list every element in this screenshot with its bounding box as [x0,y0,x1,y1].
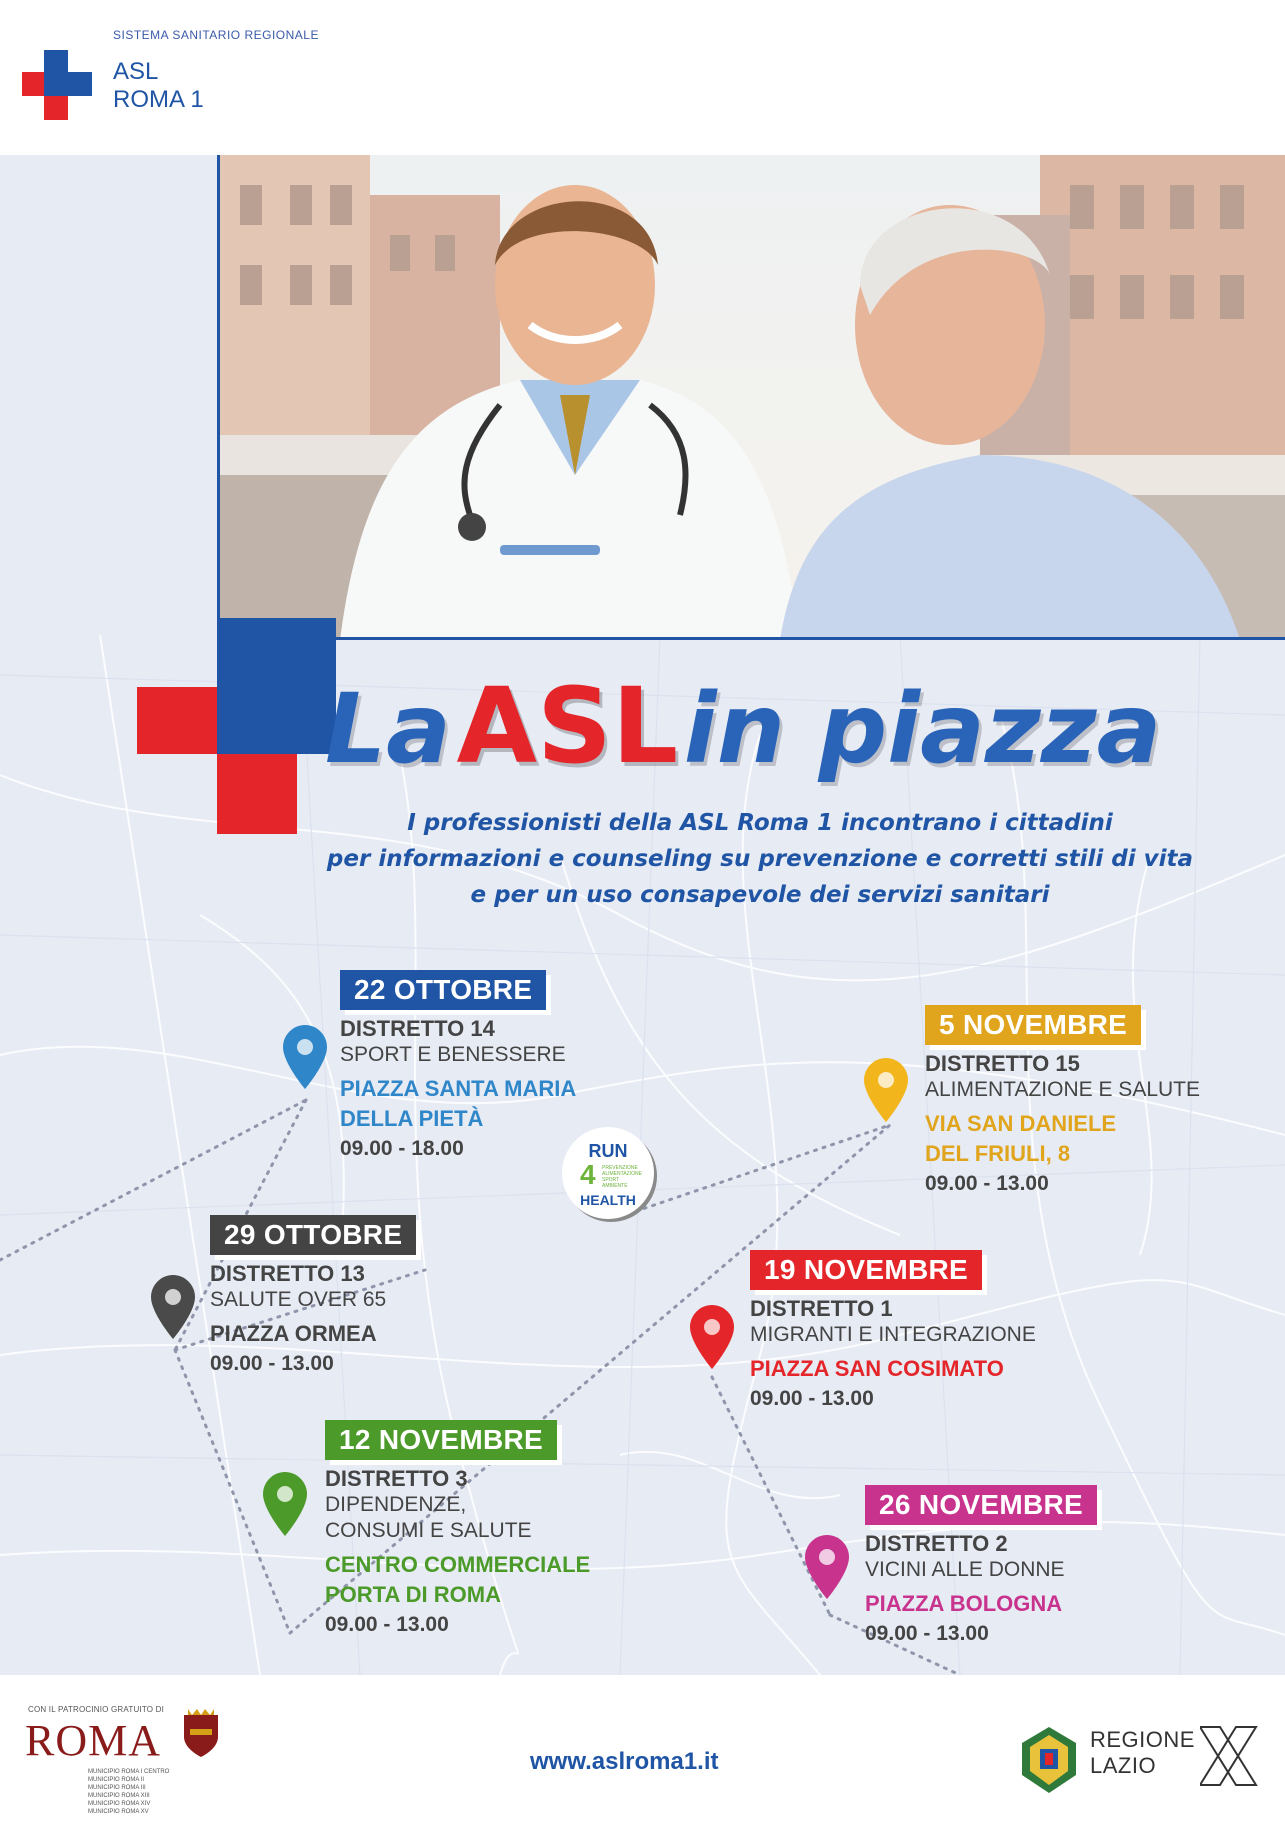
event-district: DISTRETTO 13 [210,1261,365,1286]
map-pin-icon [263,1472,307,1536]
run-number: 4 [580,1159,596,1190]
map-pin-icon [151,1275,195,1339]
municipio-item: MUNICIPIO ROMA II [88,1777,145,1783]
roma-logo-text: ROMA [25,1716,162,1765]
asl-name [113,58,204,114]
event-date: 22 OTTOBRE [340,970,546,1010]
event-time: 09.00 - 13.00 [865,1622,989,1645]
event-29-ottobre [210,1215,416,1379]
event-place-line2: PORTA DI ROMA [325,1582,501,1607]
regione-line2: LAZIO [1090,1753,1157,1778]
patrocinio-label: CON IL PATROCINIO GRATUITO DI [28,1705,165,1714]
municipio-item: MUNICIPIO ROMA XV [88,1809,149,1815]
event-place-line2: DEL FRIULI, 8 [925,1141,1071,1166]
subtitle-line1: I professionisti della ASL Roma 1 incontrano i cittadini [407,810,1113,836]
event-place-line1: PIAZZA SAN COSIMATO [750,1356,1004,1381]
event-place [325,1550,590,1610]
event-district: DISTRETTO 1 [750,1296,893,1321]
subtitle-line2: per informazioni e counseling su prevenzione e corretti stili di vita [326,846,1194,872]
municipio-item: MUNICIPIO ROMA XIV [88,1801,151,1807]
event-place-line1: PIAZZA SANTA MARIA [340,1076,577,1101]
event-place [865,1589,1097,1619]
event-topic: ALIMENTAZIONE E SALUTE [925,1078,1200,1101]
event-22-ottobre [340,970,576,1164]
event-time: 09.00 - 13.00 [325,1613,449,1636]
lazio-x-mark-icon [1200,1723,1260,1789]
event-date: 29 OTTOBRE [210,1215,416,1255]
run-subtext: PREVENZIONE ALIMENTAZIONE SPORT AMBIENTE [602,1165,642,1189]
event-date: 12 NOVEMBRE [325,1420,557,1460]
health-label: HEALTH [580,1192,636,1208]
event-time: 09.00 - 13.00 [925,1172,1049,1195]
regione-lazio-label [1090,1727,1195,1779]
event-topic: MIGRANTI E INTEGRAZIONE [750,1323,1036,1346]
map-pin-icon [864,1058,908,1122]
event-12-novembre [325,1420,590,1640]
website-link[interactable]: www.aslroma1.it [530,1748,719,1775]
event-district: DISTRETTO 15 [925,1051,1080,1076]
event-place-line1: VIA SAN DANIELE [925,1111,1117,1136]
municipio-item: MUNICIPIO ROMA III [88,1785,146,1791]
event-district: DISTRETTO 3 [325,1466,468,1491]
lazio-crest-icon [1018,1725,1080,1795]
event-date: 26 NOVEMBRE [865,1485,1097,1525]
event-place-line2: DELLA PIETÀ [340,1106,484,1131]
event-place [210,1319,416,1349]
event-place-line1: CENTRO COMMERCIALE [325,1552,591,1577]
footer [0,1675,1285,1835]
title-la: La [325,673,451,785]
event-place-line1: PIAZZA ORMEA [210,1321,377,1346]
event-topic-line1: DIPENDENZE, [325,1493,467,1516]
municipi-list [88,1768,169,1816]
asl-name-line2: ROMA 1 [113,86,204,113]
title-asl: ASL [456,665,679,787]
event-topic-line2: CONSUMI E SALUTE [325,1519,532,1542]
event-district: DISTRETTO 14 [340,1016,495,1041]
event-time: 09.00 - 13.00 [210,1352,334,1375]
roma-crest-icon [180,1707,222,1759]
event-5-novembre [925,1005,1200,1199]
asl-cross-icon [22,50,92,120]
event-place-line1: PIAZZA BOLOGNA [865,1591,1063,1616]
event-place [750,1354,1036,1384]
poster [0,155,1285,1675]
municipio-item: MUNICIPIO ROMA XIII [88,1793,150,1799]
event-place [925,1109,1200,1169]
poster-title [325,665,1275,795]
region-label: SISTEMA SANITARIO REGIONALE [113,28,319,42]
title-in-piazza: in piazza [683,673,1162,785]
hero-photo [217,155,1285,640]
event-topic [325,1492,590,1544]
map-pin-icon [690,1305,734,1369]
event-date: 19 NOVEMBRE [750,1250,982,1290]
header [0,0,1285,155]
event-topic: SALUTE OVER 65 [210,1288,387,1311]
event-19-novembre [750,1250,1036,1414]
event-topic: SPORT E BENESSERE [340,1043,566,1066]
doctor-patient-illustration [220,155,1285,640]
subtitle-line3: e per un uso consapevole dei servizi sanitari [470,882,1050,908]
event-time: 09.00 - 18.00 [340,1137,464,1160]
regione-line1: REGIONE [1090,1727,1195,1752]
map-pin-icon [283,1025,327,1089]
municipio-item: MUNICIPIO ROMA I CENTRO [88,1769,170,1775]
event-time: 09.00 - 13.00 [750,1387,874,1410]
asl-name-line1: ASL [113,58,159,85]
map-pin-icon [805,1535,849,1599]
run-label: RUN [588,1141,628,1161]
event-26-novembre [865,1485,1097,1649]
poster-subtitle [250,805,1270,913]
event-topic: VICINI ALLE DONNE [865,1558,1065,1581]
event-date: 5 NOVEMBRE [925,1005,1141,1045]
event-place [340,1074,576,1134]
event-district: DISTRETTO 2 [865,1531,1008,1556]
